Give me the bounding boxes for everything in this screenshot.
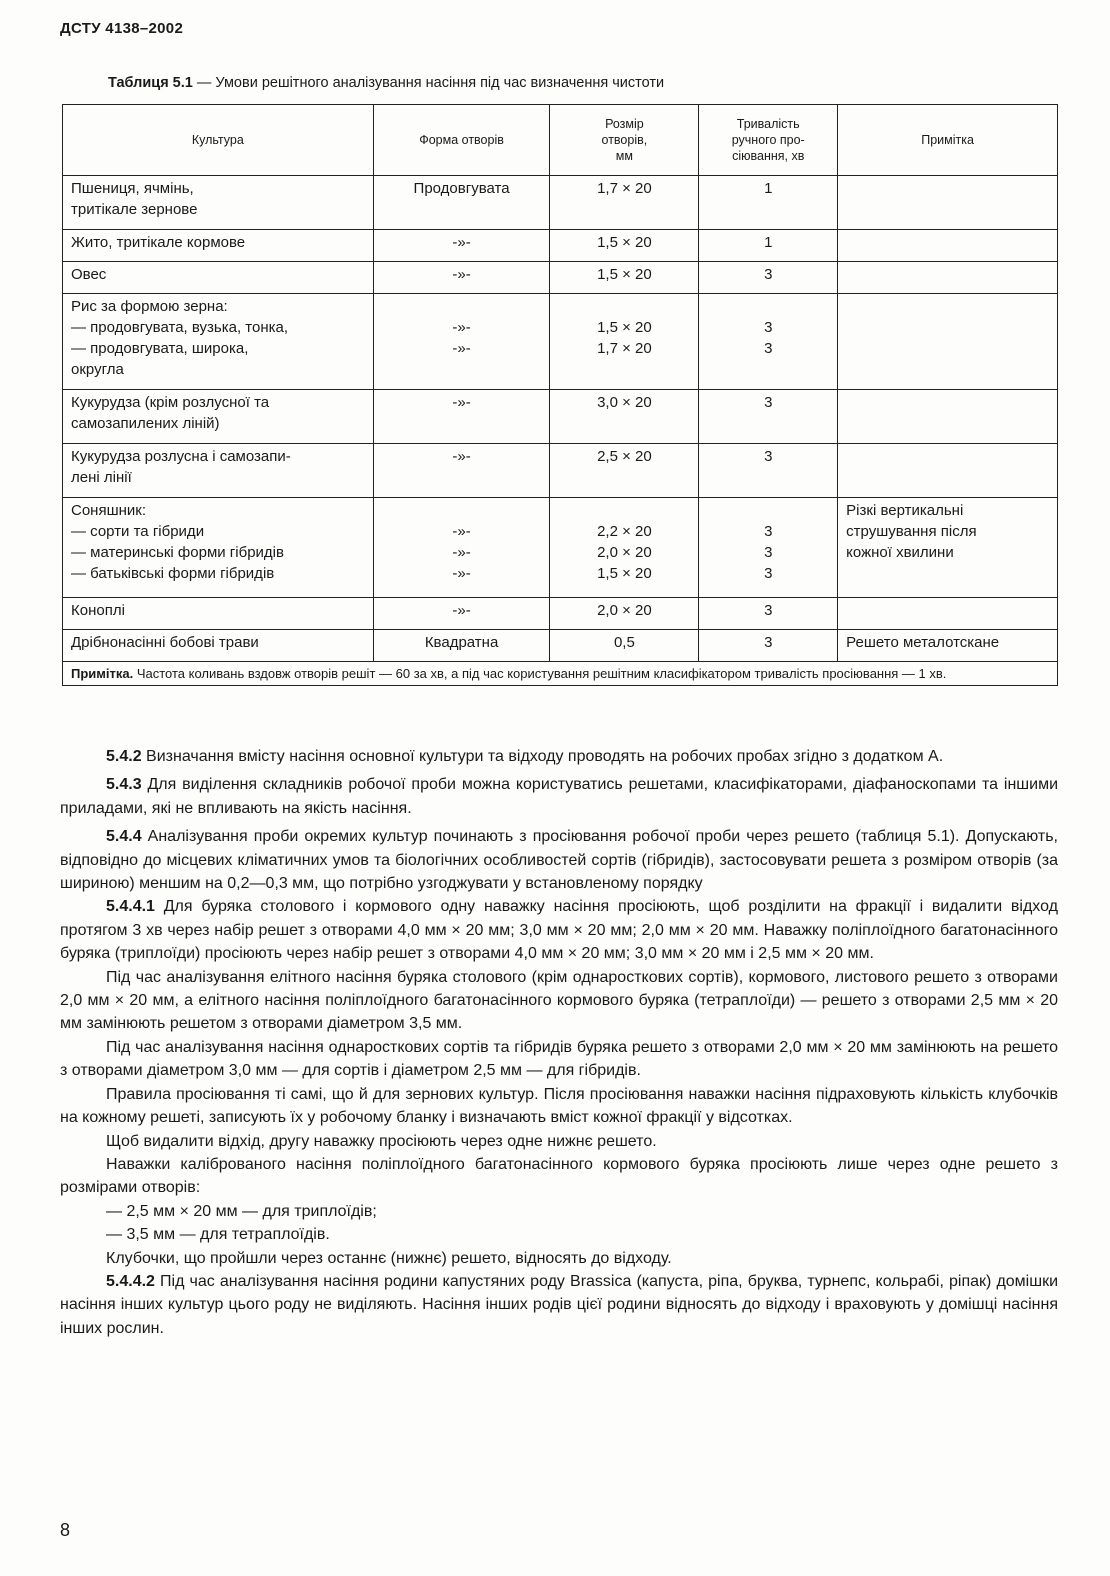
cell-culture: Коноплі — [63, 598, 374, 630]
clause-number: 5.4.2 — [106, 748, 142, 765]
paragraph-text: Клубочки, що пройшли через останнє (нижнє) решето, відносять до відходу. — [106, 1249, 672, 1267]
paragraph-text: Правила просіювання ті самі, що й для зернових культур. Після просіювання наважки насіння підраховують кількість клубочків на кожному решеті, записують їх у робочому бланку і визначають вміст кожної фракції у відсотках. — [60, 1085, 1058, 1127]
table-row — [63, 444, 1058, 498]
table-header-row — [63, 105, 1058, 176]
cell-culture: Кукурудза розлусна і самозапи- лені лінії — [63, 444, 374, 498]
cell-culture: Кукурудза (крім розлусної та самозапилених ліній) — [63, 390, 374, 444]
paragraph-text: Під час аналізування насіння однаросткових сортів та гібридів буряка решето з отворами 2,0 мм × 20 мм замінюють на решето з отворами діаметром 3,0 мм — для сортів і діаметром 2,5 мм — для гібридів. — [60, 1038, 1058, 1080]
cell-note — [838, 598, 1058, 630]
table-row — [63, 498, 1058, 598]
cell-note — [838, 262, 1058, 294]
page-number: 8 — [60, 1520, 71, 1540]
paragraph — [60, 825, 1058, 895]
cell-hole-shape: -»- — [373, 390, 550, 444]
clause-number: 5.4.3 — [106, 776, 142, 794]
table-caption — [108, 75, 664, 91]
cell-duration: 3 — [699, 598, 838, 630]
cell-duration: 3 — [699, 262, 838, 294]
cell-duration: 3 3 — [699, 294, 838, 390]
header-note: Примітка — [838, 105, 1058, 176]
header-duration: Тривалість ручного про- сіювання, хв — [699, 105, 838, 176]
cell-culture: Пшениця, ячмінь, тритікале зернове — [63, 176, 374, 230]
table-row — [63, 230, 1058, 262]
table-row — [63, 598, 1058, 630]
paragraph — [60, 1083, 1058, 1130]
cell-hole-size: 3,0 × 20 — [550, 390, 699, 444]
paragraph-text: Для буряка столового і кормового одну наважку насіння просіюють, щоб розділити на фракції і видалити відход протягом 3 хв через набір решет з отворами 4,0 мм × 20 мм; 3,0 мм × 20 мм; 2,0 мм × 20 мм. Наважку поліплоїдного багатонасінного буряка (триплоїди) просіюють через набір решет з отворами 4,0 мм × 20 мм; 3,0 мм × 20 мм і 2,5 мм × 20 мм. — [60, 898, 1058, 963]
document-body — [60, 745, 1058, 1340]
header-hole-size: Розмір отворів, мм — [550, 105, 699, 176]
clause-number: 5.4.4 — [106, 828, 142, 846]
cell-note — [838, 176, 1058, 230]
cell-note — [838, 390, 1058, 444]
paragraph — [60, 966, 1058, 1036]
clause-number: 5.4.4.2 — [106, 1272, 155, 1290]
cell-culture: Соняшник: — сорти та гібриди — материнські форми гібридів — батьківські форми гібридів — [63, 498, 374, 598]
list-item — [60, 1200, 1058, 1223]
cell-hole-size: 2,5 × 20 — [550, 444, 699, 498]
clause-number: 5.4.4.1 — [106, 898, 155, 916]
cell-duration: 3 — [699, 390, 838, 444]
cell-hole-size: 2,0 × 20 — [550, 598, 699, 630]
paragraph-text: — 3,5 мм — для тетраплоїдів. — [106, 1226, 330, 1244]
paragraph-text: — 2,5 мм × 20 мм — для триплоїдів; — [106, 1202, 377, 1220]
cell-note: Решето металотскане — [838, 630, 1058, 662]
paragraph — [60, 1270, 1058, 1340]
cell-duration: 3 — [699, 630, 838, 662]
cell-hole-size: 2,2 × 20 2,0 × 20 1,5 × 20 — [550, 498, 699, 598]
paragraph-text: Під час аналізування насіння родини капустяних роду Brassica (капуста, ріпа, бруква, турнепс, кольрабі, ріпак) домішки насіння інших культур цього роду не виділяють. Насіння інших родів цієї родини відносять до відходу і враховують у домішці насіння інших рослин. — [60, 1272, 1058, 1337]
paragraph-text: Під час аналізування елітного насіння буряка столового (крім однаросткових сортів), кормового, листового решето з отворами 2,0 мм × 20 мм, а елітного насіння поліплоїдного багатонасінного кормового буряка (тетраплоїди) — решето з отворами 2,5 мм × 20 мм замінюють решетом з отворами діаметром 3,5 мм. — [60, 968, 1058, 1033]
paragraph-text: Для виділення складників робочої проби можна користуватись решетами, класифікаторами, діафаноскопами та іншими приладами, які не впливають на якість насіння. — [60, 776, 1058, 817]
table-caption-text: — Умови решітного аналізування насіння під час визначення чистоти — [192, 75, 665, 91]
cell-culture: Рис за формою зерна: — продовгувата, вузька, тонка, — продовгувата, широка, округла — [63, 294, 374, 390]
cell-hole-shape: -»- — [373, 598, 550, 630]
table-footnote-label: Примітка. — [71, 666, 134, 681]
paragraph-text: Щоб видалити відхід, другу наважку просіюють через одне нижнє решето. — [106, 1132, 657, 1150]
cell-hole-shape: Квадратна — [373, 630, 550, 662]
table-footnote — [63, 662, 1058, 686]
paragraph — [60, 1153, 1058, 1200]
cell-hole-size: 1,5 × 20 — [550, 230, 699, 262]
table-caption-label: Таблиця 5.1 — [108, 75, 193, 91]
paragraph-text: Визначання вмісту насіння основної культури та відходу проводять на робочих пробах згідно з додатком А. — [141, 748, 944, 765]
paragraph — [60, 745, 1058, 768]
header-culture: Культура — [63, 105, 374, 176]
cell-hole-shape: -»- — [373, 230, 550, 262]
table-row — [63, 294, 1058, 390]
cell-culture: Жито, тритікале кормове — [63, 230, 374, 262]
paragraph — [60, 895, 1058, 965]
paragraph-text: Наважки каліброваного насіння поліплоїдного багатонасінного кормового буряка просіюють лише через одне решето з розмірами отворів: — [60, 1155, 1058, 1197]
paragraph — [60, 1130, 1058, 1153]
cell-hole-shape: -»- — [373, 262, 550, 294]
table-row — [63, 630, 1058, 662]
header-hole-shape: Форма отворів — [373, 105, 550, 176]
paragraph-text: Аналізування проби окремих культур починають з просіювання робочої проби через решето (таблиця 5.1). Допускають, відповідно до місцевих кліматичних умов та біологічних особливостей сортів (гібридів), застосовувати решета з розміром отворів (за шириною) меншим на 0,2—0,3 мм, що потрібно узгоджувати у встановленому порядку — [60, 828, 1058, 893]
cell-duration: 1 — [699, 176, 838, 230]
cell-culture: Овес — [63, 262, 374, 294]
table-row — [63, 262, 1058, 294]
paragraph — [60, 1036, 1058, 1083]
cell-culture: Дрібнонасінні бобові трави — [63, 630, 374, 662]
cell-hole-size: 0,5 — [550, 630, 699, 662]
cell-note — [838, 230, 1058, 262]
cell-hole-shape: -»- -»- — [373, 294, 550, 390]
table-row — [63, 390, 1058, 444]
table-row — [63, 176, 1058, 230]
cell-duration: 3 — [699, 444, 838, 498]
cell-note — [838, 294, 1058, 390]
cell-hole-size: 1,5 × 20 — [550, 262, 699, 294]
cell-duration: 3 3 3 — [699, 498, 838, 598]
cell-hole-shape: -»- -»- -»- — [373, 498, 550, 598]
cell-hole-size: 1,5 × 20 1,7 × 20 — [550, 294, 699, 390]
cell-hole-shape: Продовгувата — [373, 176, 550, 230]
table-footnote-text: Частота коливань вздовж отворів решіт — 60 за хв, а під час користування решітним класифікатором тривалість просіювання — 1 хв. — [133, 666, 947, 681]
cell-hole-size: 1,7 × 20 — [550, 176, 699, 230]
list-item — [60, 1223, 1058, 1246]
table-footnote-row — [63, 662, 1058, 686]
paragraph — [60, 773, 1058, 820]
cell-note: Різкі вертикальні струшування після кожної хвилини — [838, 498, 1058, 598]
cell-duration: 1 — [699, 230, 838, 262]
cell-hole-shape: -»- — [373, 444, 550, 498]
cell-note — [838, 444, 1058, 498]
document-header: ДСТУ 4138–2002 — [60, 20, 184, 37]
sieve-table — [62, 104, 1058, 686]
paragraph — [60, 1247, 1058, 1270]
